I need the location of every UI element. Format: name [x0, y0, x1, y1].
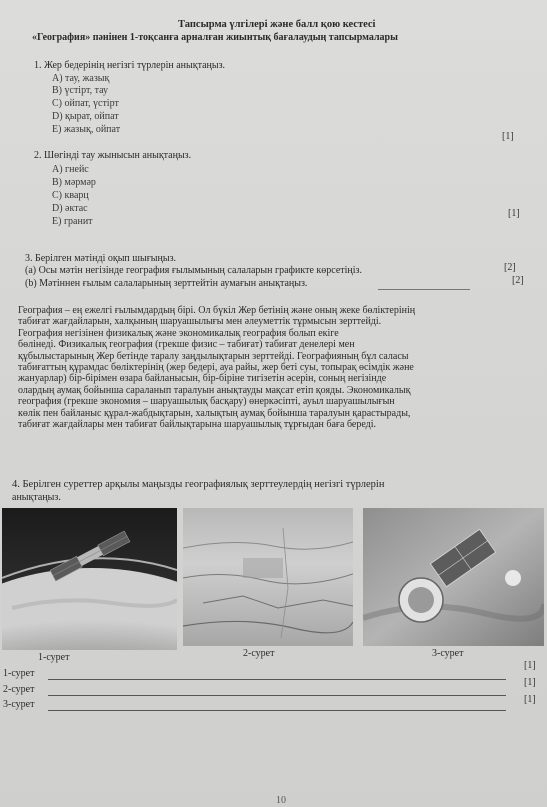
q1-option-a: А) тау, жазық [52, 73, 110, 84]
q2-score: [1] [508, 208, 520, 219]
passage-line: табиғаттың құрамдас бөліктерінің (жер бедері, ауа райы, жер беті суы, топырақ өсімдік және [18, 362, 414, 374]
q2-option-b: В) мәрмәр [52, 177, 96, 188]
q3-part-b-score: [2] [512, 275, 524, 286]
answer-3-label: 3-сурет [3, 699, 35, 710]
figure-1-satellite-image [2, 508, 177, 650]
q1-question: 1. Жер бедерінің негізгі түрлерін анықтаңыз. [34, 60, 226, 71]
header-subtitle: «География» пәнінен 1-тоқсанға арналған жиынтық бағалаудың тапсырмалары [32, 32, 398, 43]
q4-question-cont: анықтаңыз. [12, 492, 61, 503]
answer-1-score: [1] [524, 660, 536, 671]
q2-option-d: D) әктас [52, 203, 88, 214]
q1-option-d: D) қырат, ойпат [52, 111, 119, 122]
answer-2-line[interactable] [48, 695, 506, 696]
q1-score: [1] [502, 131, 514, 142]
q2-option-a: А) гнейс [52, 164, 89, 175]
header-title: Тапсырма үлгілері және балл қою кестесі [178, 19, 376, 30]
q1-option-c: С) ойпат, үстірт [52, 98, 119, 109]
figure-2-aerial-landscape-image [183, 508, 353, 646]
answer-2-score: [1] [524, 677, 536, 688]
q2-question: 2. Шөгінді тау жынысын анықтаңыз. [34, 150, 192, 161]
figure-2-caption: 2-сурет [243, 648, 275, 659]
passage-line: жануарлар) бір-бірімен өзара байланысын, бір-біріне тигізетін әсерін, соның негізінде [18, 373, 387, 385]
figure-3-caption: 3-сурет [432, 648, 464, 659]
q2-option-e: Е) гранит [52, 216, 93, 227]
figure-3-space-station-image [363, 508, 544, 646]
answer-3-line[interactable] [48, 710, 506, 711]
answer-3-score: [1] [524, 694, 536, 705]
answer-1-line[interactable] [48, 679, 506, 680]
q1-option-e: Е) жазық, ойпат [52, 124, 121, 135]
passage-line: табиғат жағдайларын, халқының шаруашылығы мен әлеуметтік тұрмысын зерттейді. [18, 316, 382, 328]
answer-2-label: 2-сурет [3, 684, 35, 695]
passage-line: География – ең ежелгі ғылымдардың бірі. Ол бүкіл Жер бетінің және оның жеке бөліктерінің [18, 305, 416, 316]
q3-part-b: (b) Мәтіннен ғылым салаларының зерттейтін аумағын анықтаңыз. [25, 278, 308, 289]
q3-part-b-answer-line [378, 289, 470, 290]
passage-line: География негізінен физикалық және экономикалық география болып екіге [18, 327, 339, 339]
q2-option-c: С) кварц [52, 190, 89, 201]
q3-part-a: (а) Осы мәтін негізінде география ғылымының салаларын графикте көрсетіңіз. [25, 265, 362, 276]
q3-part-a-score: [2] [504, 262, 516, 273]
passage-line: бөлінеді. Физикалық география (грекше физис – табиғат) табиғат денелері мен [18, 339, 355, 351]
figure-1-caption: 1-сурет [38, 652, 70, 663]
passage-line: көлік пен байланыс құрал-жабдықтарын, халықтың аумақ бойынша таралуын қарастырады, [18, 407, 411, 419]
page-number: 10 [276, 795, 286, 806]
answer-1-label: 1-сурет [3, 668, 35, 679]
passage-line: география (грекше экономия – шаруашылық басқару) өнеркәсіпті, ауыл шаруашылығын [18, 396, 395, 408]
passage-line: табиғат жағдайлары мен табиғат байлықтарына шаруашылық тұрғыдан баға береді. [18, 419, 377, 431]
q1-option-b: В) үстірт, тау [52, 85, 108, 96]
passage-line: олардың аумақ бойынша сараланып таралуын анықтауды мақсат етіп қояды. Экономикалық [18, 384, 411, 396]
q4-question: 4. Берілген суреттер арқылы маңызды географиялық зерттеулердің негізгі түрлерін [12, 479, 385, 490]
passage-line: құбылыстарының Жер бетінде таралу заңдылықтарын зерттейді. Географияның бұл саласы [18, 350, 409, 362]
q3-question: 3. Берілген мәтінді оқып шығыңыз. [25, 253, 177, 264]
q3-text-passage [18, 305, 538, 430]
